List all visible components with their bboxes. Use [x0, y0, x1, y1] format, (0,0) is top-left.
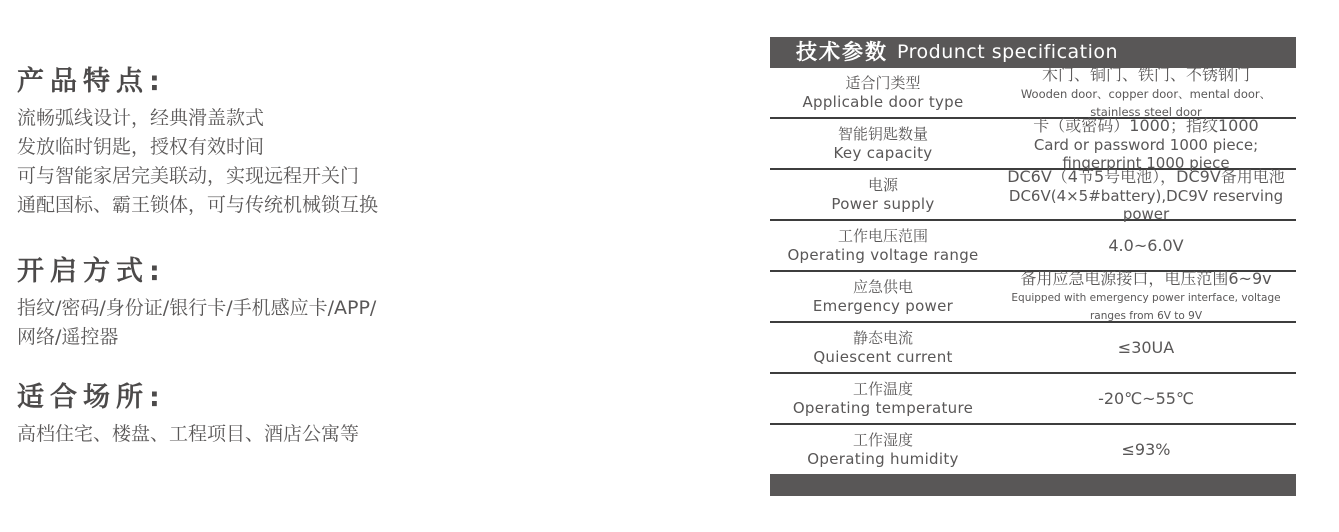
spec-table-title-zh: 技术参数: [796, 40, 888, 64]
spec-label-en: Emergency power: [812, 297, 954, 315]
suitable-places-section: [17, 382, 359, 449]
spec-label-cell: [770, 221, 996, 270]
spec-label-zh: 工作湿度: [852, 431, 913, 449]
spec-row-operating-voltage-range: [770, 221, 1296, 272]
spec-table-footer-bar: [770, 474, 1296, 496]
spec-value-zh: 备用应急电源接口，电压范围6~9v: [1020, 268, 1272, 288]
spec-label-zh: 电源: [867, 176, 898, 194]
feature-line: 发放临时钥匙，授权有效时间: [17, 136, 265, 158]
spec-label-cell: [770, 170, 996, 219]
unlock-methods-section: [17, 256, 376, 352]
spec-label-en: Quiescent current: [813, 348, 953, 366]
spec-label-en: Power supply: [831, 195, 935, 213]
spec-value-cell: [996, 64, 1296, 119]
spec-label-zh: 工作温度: [852, 380, 913, 398]
spec-value-en: Card or password 1000 piece; fingerprint 1000 piece: [1033, 135, 1259, 172]
suitable-places-line: 高档住宅、楼盘、工程项目、酒店公寓等: [17, 423, 360, 445]
spec-value-zh: 卡（或密码）1000；指纹1000: [1033, 115, 1259, 135]
spec-table-title-en: Produnct specification: [897, 41, 1119, 63]
spec-label-en: Key capacity: [833, 144, 933, 162]
spec-value-zh: 4.0~6.0V: [1108, 235, 1184, 255]
feature-line: 可与智能家居完美联动，实现远程开关门: [17, 165, 360, 187]
spec-table-header-bar: [770, 37, 1296, 68]
spec-label-cell: [770, 68, 996, 117]
spec-value-zh: DC6V（4节5号电池），DC9V备用电池: [1007, 166, 1285, 186]
features-heading: 产品特点:: [17, 66, 166, 97]
spec-value-cell: [996, 115, 1296, 172]
spec-value-zh: -20℃~55℃: [1098, 388, 1194, 408]
spec-label-cell: [770, 272, 996, 321]
spec-label-zh: 工作电压范围: [837, 227, 928, 245]
spec-row-operating-temperature: [770, 374, 1296, 425]
spec-label-zh: 智能钥匙数量: [837, 125, 928, 143]
spec-value-zh: 木门、铜门、铁门、不锈钢门: [1041, 64, 1250, 84]
spec-value-cell: [996, 221, 1296, 270]
spec-label-cell: [770, 425, 996, 474]
spec-value-cell: [996, 374, 1296, 423]
unlock-methods-line: 指纹/密码/身份证/银行卡/手机感应卡/APP/: [17, 297, 377, 319]
spec-value-zh: ≤30UA: [1117, 337, 1175, 357]
features-section: [17, 66, 378, 220]
spec-row-operating-humidity: [770, 425, 1296, 474]
suitable-places-heading: 适合场所:: [17, 382, 166, 413]
spec-rows: [770, 64, 1296, 474]
spec-value-cell: [996, 268, 1296, 322]
spec-label-zh: 静态电流: [852, 329, 913, 347]
spec-row-applicable-door-type: [770, 64, 1296, 119]
spec-label-cell: [770, 323, 996, 372]
spec-value-cell: [996, 166, 1296, 223]
spec-value-zh: ≤93%: [1121, 439, 1171, 459]
spec-value-en: Equipped with emergency power interface, voltage ranges from 6V to 9V: [1011, 291, 1281, 322]
spec-row-emergency-power: [770, 268, 1296, 323]
spec-row-key-capacity: [770, 115, 1296, 172]
spec-row-quiescent-current: [770, 323, 1296, 374]
spec-label-zh: 适合门类型: [845, 74, 921, 92]
spec-label-cell: [770, 374, 996, 423]
feature-line: 通配国标、霸王锁体，可与传统机械锁互换: [17, 194, 379, 216]
spec-value-cell: [996, 323, 1296, 372]
spec-label-en: Operating humidity: [807, 450, 959, 468]
unlock-methods-heading: 开启方式:: [17, 256, 166, 287]
spec-value-cell: [996, 425, 1296, 474]
spec-label-en: Operating voltage range: [787, 246, 979, 264]
spec-value-en: Wooden door、copper door、mental door、stainless steel door: [1020, 86, 1272, 119]
feature-line: 流畅弧线设计，经典滑盖款式: [17, 107, 265, 129]
spec-label-cell: [770, 119, 996, 168]
spec-row-power-supply: [770, 166, 1296, 223]
spec-label-zh: 应急供电: [852, 278, 913, 296]
unlock-methods-line: 网络/遥控器: [17, 326, 119, 348]
spec-label-en: Operating temperature: [792, 399, 974, 417]
spec-label-en: Applicable door type: [802, 93, 964, 111]
spec-table: [770, 37, 1296, 496]
spec-value-en: DC6V(4×5#battery),DC9V reserving power: [1008, 186, 1284, 223]
